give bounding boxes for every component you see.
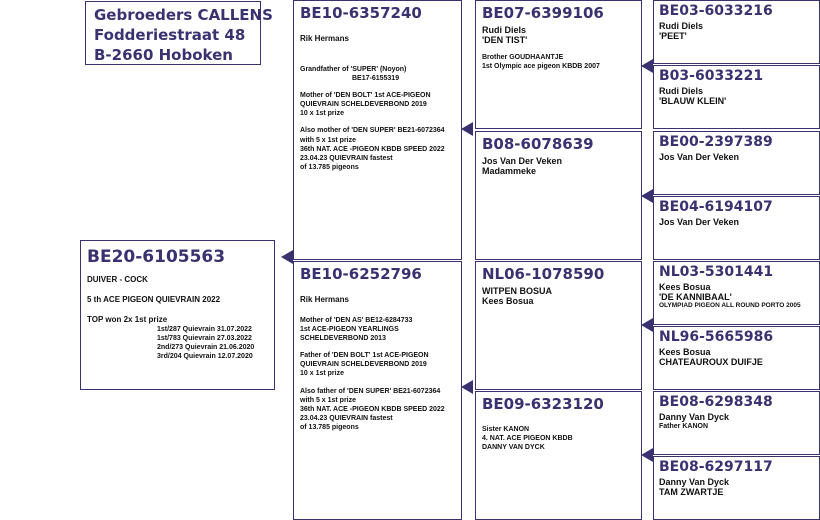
dam-note-1 <box>300 65 455 83</box>
ring-number: NL03-5301441 <box>659 264 774 280</box>
breeder-header <box>85 1 273 65</box>
notes <box>482 53 635 71</box>
owner-name: Danny Van Dyck <box>659 477 730 487</box>
note-line: QUIEVRAIN SCHELDEVERBOND 2019 <box>300 101 427 109</box>
note-line: Also father of 'DEN SUPER' BE21-6072364 <box>300 387 441 395</box>
note-line: 4. NAT. ACE PIGEON KBDB <box>482 435 573 443</box>
note-line: Sister KANON <box>482 426 530 433</box>
ddd-card <box>653 196 820 260</box>
note-line: DANNY VAN DYCK <box>482 444 545 452</box>
note-line: 36th NAT. ACE -PIGEON KBDB SPEED 2022 <box>300 405 445 413</box>
ds-arrow <box>641 59 653 73</box>
note-line: 23.04.23 QUIEVRAIN fastest <box>300 414 393 422</box>
ssd-card <box>653 326 820 390</box>
pigeon-name: 'PEET' <box>659 31 687 41</box>
pigeon-name: 'DEN TIST' <box>482 35 528 45</box>
breeder-street: Fodderiestraat 48 <box>94 26 246 44</box>
note-line: 23.04.23 QUIEVRAIN fastest <box>300 154 393 162</box>
dds-card <box>653 131 820 195</box>
subject-ring: BE20-6105563 <box>87 247 226 267</box>
owner-name: Kees Bosua <box>659 282 711 292</box>
dsd-card <box>653 65 820 129</box>
note-line: 10 x 1st prize <box>300 370 344 378</box>
note-line: 10 x 1st prize <box>300 110 344 118</box>
ring-number: BE00-2397389 <box>659 134 773 150</box>
sire-card <box>293 261 462 520</box>
note-line: of 13.785 pigeons <box>300 423 359 431</box>
subject-card <box>80 240 275 390</box>
sire-owner: Rik Hermans <box>300 295 349 304</box>
note-line: Mother of 'DEN AS' BE12-6284733 <box>300 317 413 324</box>
dam-ring: BE10-6357240 <box>300 4 422 22</box>
dss-card <box>653 0 820 64</box>
pigeon-note: Father KANON <box>659 423 709 430</box>
dam-owner: Rik Hermans <box>300 34 349 43</box>
ring-number: BE08-6298348 <box>659 394 773 410</box>
dam-note-3 <box>300 126 455 171</box>
ring-number: B08-6078639 <box>482 135 594 153</box>
owner-name: Danny Van Dyck <box>659 412 730 422</box>
owner-name: Rudi Diels <box>659 21 704 31</box>
dam-card <box>293 0 462 260</box>
ring-number: BE03-6033216 <box>659 3 773 19</box>
owner-name: Kees Bosua <box>659 347 711 357</box>
owner-name: Jos Van Der Veken <box>482 156 563 166</box>
note-line: Also mother of 'DEN SUPER' BE21-6072364 <box>300 127 445 135</box>
dam-arrow <box>461 122 473 136</box>
subject-type: DUIVER - COCK <box>87 275 148 284</box>
ss-arrow <box>641 318 653 332</box>
dam-sire-card <box>475 0 642 129</box>
ring-number: BE09-6323120 <box>482 395 604 413</box>
sdd-card <box>653 456 820 520</box>
breeder-city: B-2660 Hoboken <box>94 46 233 64</box>
ring-number: BE07-6399106 <box>482 4 604 22</box>
sd-arrow <box>641 448 653 462</box>
note-line: 1st Olympic ace pigeon KBDB 2007 <box>482 63 600 71</box>
note-line: 36th NAT. ACE -PIGEON KBDB SPEED 2022 <box>300 145 445 153</box>
ring-number: BE04-6194107 <box>659 199 773 215</box>
ring-number: B03-6033221 <box>659 68 764 84</box>
sds-card <box>653 391 820 455</box>
note-line: QUIEVRAIN SCHELDEVERBOND 2019 <box>300 361 427 369</box>
note-line: of 13.785 pigeons <box>300 163 359 171</box>
dam-note-2 <box>300 91 455 118</box>
note-line: 1st ACE-PIGEON YEARLINGS <box>300 326 399 334</box>
sire-ring: BE10-6252796 <box>300 265 422 283</box>
owner-name: Rudi Diels <box>482 25 527 35</box>
sire-dam-card <box>475 391 642 520</box>
note-line: BE17-6155319 <box>352 75 400 83</box>
sire-sire-card <box>475 261 642 390</box>
pigeon-name: 'BLAUW KLEIN' <box>659 96 727 106</box>
note-line: Father of 'DEN BOLT' 1st ACE-PIGEON <box>300 352 429 360</box>
prize-line: 1st/783 Quievrain 27.03.2022 <box>157 335 252 343</box>
pigeon-note: OLYMPIAD PIGEON ALL ROUND PORTO 2005 <box>659 302 801 309</box>
note-line: Grandfather of 'SUPER' (Noyon) <box>300 66 407 73</box>
note-line: SCHELDEVERBOND 2013 <box>300 335 386 343</box>
breeder-name: Gebroeders CALLENS <box>94 6 273 24</box>
subject-top: TOP won 2x 1st prize <box>87 315 168 324</box>
ring-number: NL96-5665986 <box>659 329 774 345</box>
dd-arrow <box>641 189 653 203</box>
ring-number: NL06-1078590 <box>482 265 605 283</box>
sss-card <box>653 261 820 325</box>
pigeon-name: TAM ZWARTJE <box>659 487 724 497</box>
prize-line: 3rd/204 Quievrain 12.07.2020 <box>157 353 253 361</box>
subject-prizes <box>157 325 268 361</box>
subject-result: 5 th ACE PIGEON QUIEVRAIN 2022 <box>87 295 221 304</box>
ring-number: BE08-6297117 <box>659 459 773 475</box>
owner-name: Jos Van Der Veken <box>659 217 740 227</box>
sire-note-3 <box>300 387 455 432</box>
pigeon-name: CHATEAUROUX DUIFJE <box>659 357 763 367</box>
owner-name: Jos Van Der Veken <box>659 152 740 162</box>
note-line: with 5 x 1st prize <box>300 136 357 144</box>
sire-note-2 <box>300 351 455 378</box>
note-line: Brother GOUDHAANTJE <box>482 54 564 61</box>
prize-line: 2nd/273 Quievrain 21.06.2020 <box>157 344 255 352</box>
sire-note-1 <box>300 316 455 343</box>
owner-name: Kees Bosua <box>482 296 534 306</box>
prize-line: 1st/287 Quievrain 31.07.2022 <box>157 326 252 333</box>
notes <box>482 425 635 452</box>
note-line: with 5 x 1st prize <box>300 396 357 404</box>
subject-arrow <box>281 250 293 264</box>
pigeon-name: Madammeke <box>482 166 537 176</box>
owner-name: Rudi Diels <box>659 86 704 96</box>
sire-arrow <box>461 380 473 394</box>
pigeon-name: 'DE KANNIBAAL' <box>659 292 732 302</box>
note-line: Mother of 'DEN BOLT' 1st ACE-PIGEON <box>300 92 431 100</box>
pigeon-name: WITPEN BOSUA <box>482 286 553 296</box>
dam-dam-card <box>475 131 642 260</box>
